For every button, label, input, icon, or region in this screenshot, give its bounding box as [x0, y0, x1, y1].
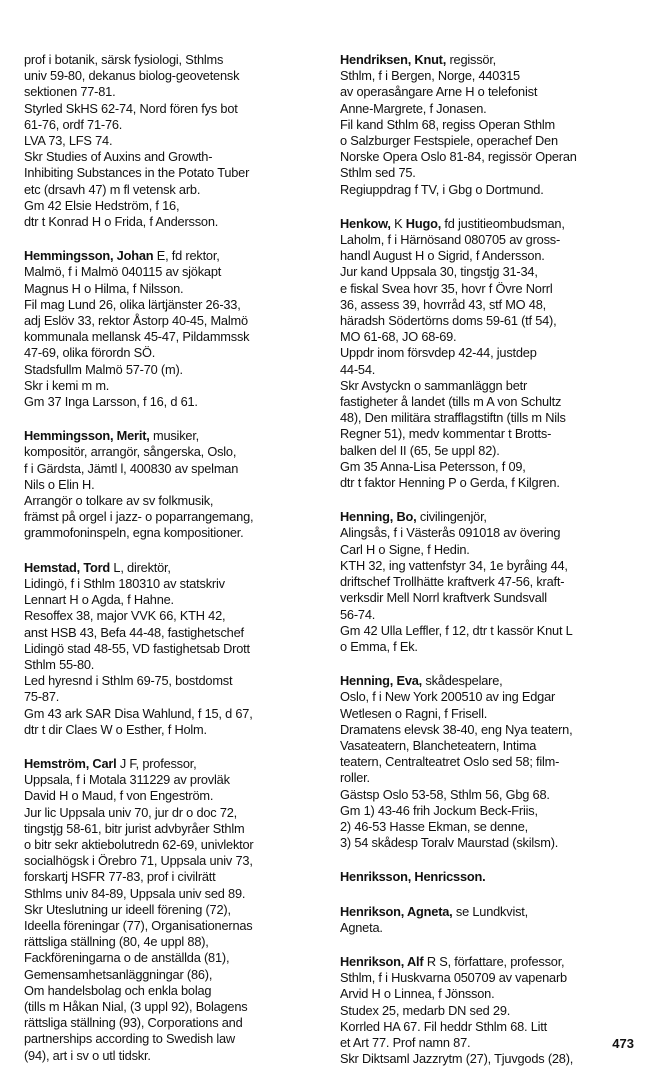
entry-line: 44-54. [340, 361, 376, 377]
entry-line: anst HSB 43, Befa 44-48, fastighetschef [24, 624, 244, 640]
entry-line: Nils o Elin H. [24, 476, 95, 492]
entry-line: Skr Avstyckn o sammanläggn betr [340, 377, 528, 393]
entry-line: Ideella föreningar (77), Organisationernas [24, 917, 253, 933]
entry-hemstad-tord [24, 560, 324, 738]
entry-name: Hemstad, Tord [24, 559, 111, 575]
entry-line: 56-74. [340, 606, 376, 622]
entry-hemstrom-carl [24, 756, 324, 1064]
entry-line: roller. [340, 770, 370, 786]
entry-line: Gemensamhetsanläggningar (86), [24, 966, 213, 982]
entry-line: grammofoninspeln, egna kompositioner. [24, 525, 244, 541]
entry-line: et Art 77. Prof namn 87. [340, 1034, 471, 1050]
entry-line: Gm 37 Inga Larsson, f 16, d 61. [24, 394, 198, 410]
entry-line: främst på orgel i jazz- o poparrangemang, [24, 509, 254, 525]
entry-line: Sthlm, f i Bergen, Norge, 440315 [340, 68, 520, 84]
entry-name: Hemmingsson, Johan [24, 248, 154, 264]
entry-name: Hendriksen, Knut, [340, 52, 447, 67]
entry-name: Henriksson, Henricsson. [340, 869, 486, 885]
entry-line: se Lundkvist, [452, 903, 528, 919]
entry-line: Sthlm sed 75. [340, 165, 416, 181]
entry-line: rättsliga ställning (93), Corporations and [24, 1015, 243, 1031]
entry-line: Malmö, f i Malmö 040115 av sjökapt [24, 264, 222, 280]
entry-line: Gm 42 Elsie Hedström, f 16, [24, 197, 180, 213]
entry-henning-eva [340, 673, 646, 851]
entry-line: Arvid H o Linnea, f Jönsson. [340, 986, 495, 1002]
entry-line: kompositör, arrangör, sångerska, Oslo, [24, 444, 237, 460]
entry-henriksson [340, 869, 646, 885]
entry-line: Fil kand Sthlm 68, regiss Operan Sthlm [340, 116, 556, 132]
entry-line: Inhibiting Substances in the Potato Tuber [24, 165, 250, 181]
entry-line: Studex 25, medarb DN sed 29. [340, 1002, 511, 1018]
entry-line: Sthlms univ 84-89, Uppsala univ sed 89. [24, 885, 246, 901]
entry-line: Jur kand Uppsala 30, tingstjg 31-34, [340, 264, 538, 280]
entry-line: skådespelare, [422, 673, 503, 689]
entry-line: Skr Uteslutning ur ideell förening (72), [24, 901, 231, 917]
entry-line: Skr i kemi m m. [24, 377, 110, 393]
entry-line: Styrled SkHS 62-74, Nord fören fys bot [24, 100, 238, 116]
entry-hemmingsson-merit [24, 428, 324, 541]
entry-line: kommunala mellansk 45-47, Pildammssk [24, 329, 250, 345]
entry-line: Gm 42 Ulla Leffler, f 12, dtr t kassör Knut L [340, 622, 573, 638]
right-column [340, 52, 646, 1085]
entry-name-initial: K [390, 215, 406, 231]
entry-line: 47-69, olika förordn SÖ. [24, 345, 156, 361]
page-number: 473 [612, 1036, 634, 1051]
entry-line: Wetlesen o Ragni, f Frisell. [340, 705, 488, 721]
entry-line: Om handelsbolag och enkla bolag [24, 982, 212, 998]
entry-line: Magnus H o Hilma, f Nilsson. [24, 280, 184, 296]
entry-line: rättsliga ställning (80, 4e uppl 88), [24, 934, 209, 950]
entry-line: R S, författare, professor, [423, 953, 565, 969]
entry-hendriksen-knut [340, 52, 646, 198]
entry-line: Gm 1) 43-46 frih Jockum Beck-Friis, [340, 802, 538, 818]
entry-henkow-hugo [340, 216, 646, 491]
entry-line: Sthlm, f i Huskvarna 050709 av vapenarb [340, 970, 567, 986]
entry-line: civilingenjör, [416, 509, 487, 525]
entry-line: Arrangör o tolkare av sv folkmusik, [24, 493, 214, 509]
entry-henrikson-agneta [340, 904, 646, 936]
entry-name: Henrikson, Agneta, [340, 903, 453, 919]
entry-line: dtr t faktor Henning P o Gerda, f Kilgren. [340, 475, 560, 491]
entry-line: Anne-Margrete, f Jonasen. [340, 100, 487, 116]
entry-line: MO 61-68, JO 68-69. [340, 329, 457, 345]
entry-henning-bo [340, 509, 646, 655]
entry-line: verksdir Mell Norrl kraftverk Sundsvall [340, 590, 547, 606]
entry-line: 75-87. [24, 689, 60, 705]
entry-line: Lidingö stad 48-55, VD fastighetsab Drott [24, 640, 250, 656]
entry-name: Henning, Bo, [340, 509, 417, 525]
entry-line: 36, assess 39, hovrråd 43, stf MO 48, [340, 296, 546, 312]
entry-name: Hemmingsson, Merit, [24, 428, 150, 444]
entry-line: Norske Opera Oslo 81-84, regissör Operan [340, 149, 577, 165]
entry-line: Fackföreningarna o de anställda (81), [24, 950, 230, 966]
entry-line: Oslo, f i New York 200510 av ing Edgar [340, 689, 556, 705]
entry-line: Resoffex 38, major VVK 66, KTH 42, [24, 608, 226, 624]
entry-name: Henning, Eva, [340, 673, 423, 689]
entry-line: 3) 54 skådesp Toralv Maurstad (skilsm). [340, 835, 559, 851]
entry-line: Gästsp Oslo 53-58, Sthlm 56, Gbg 68. [340, 786, 550, 802]
entry-line: KTH 32, ing vattenfstyr 34, 1e byråing 44, [340, 557, 568, 573]
entry-line: (94), art i sv o utl tidskr. [24, 1047, 151, 1063]
entry-line: J F, professor, [116, 755, 197, 771]
entry-line: teatern, Centralteatret Oslo sed 58; film- [340, 754, 560, 770]
entry-line: av operasångare Arne H o telefonist [340, 84, 538, 100]
entry-line: Regiuppdrag f TV, i Gbg o Dortmund. [340, 181, 544, 197]
entry-line: forskartj HSFR 77-83, prof i civilrätt [24, 869, 216, 885]
entry-line: dtr t dir Claes W o Esther, f Holm. [24, 721, 207, 737]
entry-line: Fil mag Lund 26, olika lärtjänster 26-33, [24, 296, 241, 312]
entry-line: Agneta. [340, 919, 383, 935]
entry-line: Alingsås, f i Västerås 091018 av övering [340, 525, 561, 541]
entry-line: handl August H o Sigrid, f Andersson. [340, 248, 545, 264]
entry-name: Henrikson, Alf [340, 953, 424, 969]
entry-henrikson-alf [340, 954, 646, 1067]
entry-name-given: Hugo, [405, 215, 442, 231]
entry-name: Henkow, [340, 215, 391, 231]
entry-line: Jur lic Uppsala univ 70, jur dr o doc 72, [24, 804, 238, 820]
entry-line: Skr Diktsaml Jazzrytm (27), Tjuvgods (28), [340, 1051, 574, 1067]
entry-line: fd justitieombudsman, [441, 215, 565, 231]
entry-line: Dramatens elevsk 38-40, eng Nya teatern, [340, 721, 573, 737]
entry-line: (tills m Håkan Nial, (3 uppl 92), Bolagens [24, 998, 248, 1014]
entry-line: Vasateatern, Blancheteatern, Intima [340, 737, 537, 753]
entry-line: Regner 51), medv kommentar t Brotts- [340, 426, 552, 442]
entry-line: Uppdr inom försvdep 42-44, justdep [340, 345, 537, 361]
entry-line: David H o Maud, f von Engeström. [24, 788, 214, 804]
entry-line: Lidingö, f i Sthlm 180310 av statskriv [24, 575, 225, 591]
entry-line: Uppsala, f i Motala 311229 av provläk [24, 772, 230, 788]
entry-line: e fiskal Svea hovr 35, hovr f Övre Norrl [340, 280, 553, 296]
entry-line: regissör, [446, 52, 497, 67]
entry-line: Laholm, f i Härnösand 080705 av gross- [340, 232, 561, 248]
entry-line: Carl H o Signe, f Hedin. [340, 541, 470, 557]
entry-line: driftschef Trollhätte kraftverk 47-56, kraft- [340, 574, 565, 590]
entry-line: sektionen 77-81. [24, 84, 116, 100]
entry-line: balken del II (65, 5e uppl 82). [340, 442, 500, 458]
entry-line: univ 59-80, dekanus biolog-geovetensk [24, 68, 240, 84]
entry-name: Hemström, Carl [24, 755, 117, 771]
entry-line: o bitr sekr aktiebolutredn 62-69, univlektor [24, 836, 254, 852]
entry-line: 61-76, ordf 71-76. [24, 116, 123, 132]
left-column [24, 52, 324, 1082]
entry-line: fastigheter å landet (tills m A von Schultz [340, 394, 562, 410]
entry-line: o Emma, f Ek. [340, 638, 418, 654]
entry-line: Led hyresnd i Sthlm 69-75, bostdomst [24, 673, 233, 689]
entry-line: Korrled HA 67. Fil heddr Sthlm 68. Litt [340, 1018, 548, 1034]
entry-line: 48), Den militära strafflagstiftn (tills m Nils [340, 410, 566, 426]
entry-line: partnerships according to Swedish law [24, 1031, 235, 1047]
entry-line: Sthlm 55-80. [24, 656, 95, 672]
entry-hemmingsson-johan [24, 248, 324, 410]
entry-line: socialhögsk i Örebro 71, Uppsala univ 73, [24, 853, 253, 869]
entry-line: tingstjg 58-61, bitr jurist advbyråer Sthlm [24, 820, 245, 836]
entry-line: o Salzburger Festspiele, operachef Den [340, 133, 558, 149]
entry-line: Gm 35 Anna-Lisa Petersson, f 09, [340, 458, 526, 474]
entry-line: musiker, [149, 428, 200, 444]
entry-line: LVA 73, LFS 74. [24, 133, 113, 149]
entry-line: Gm 43 ark SAR Disa Wahlund, f 15, d 67, [24, 705, 253, 721]
entry-line: häradsh Södertörns doms 59-61 (tf 54), [340, 313, 557, 329]
entry-line: E, fd rektor, [153, 248, 220, 264]
entry-line: 2) 46-53 Hasse Ekman, se denne, [340, 818, 528, 834]
entry-line: Stadsfullm Malmö 57-70 (m). [24, 361, 183, 377]
entry-line: L, direktör, [110, 559, 171, 575]
entry-continuation [24, 52, 324, 230]
entry-line: Skr Studies of Auxins and Growth- [24, 149, 213, 165]
entry-line: dtr t Konrad H o Frida, f Andersson. [24, 214, 219, 230]
entry-line: Lennart H o Agda, f Hahne. [24, 592, 174, 608]
entry-line: f i Gärdsta, Jämtl l, 400830 av spelman [24, 460, 239, 476]
entry-line: prof i botanik, särsk fysiologi, Sthlms [24, 52, 224, 67]
entry-line: adj Eslöv 33, rektor Åstorp 40-45, Malmö [24, 313, 248, 329]
entry-line: etc (drsavh 47) m fl vetensk arb. [24, 181, 201, 197]
